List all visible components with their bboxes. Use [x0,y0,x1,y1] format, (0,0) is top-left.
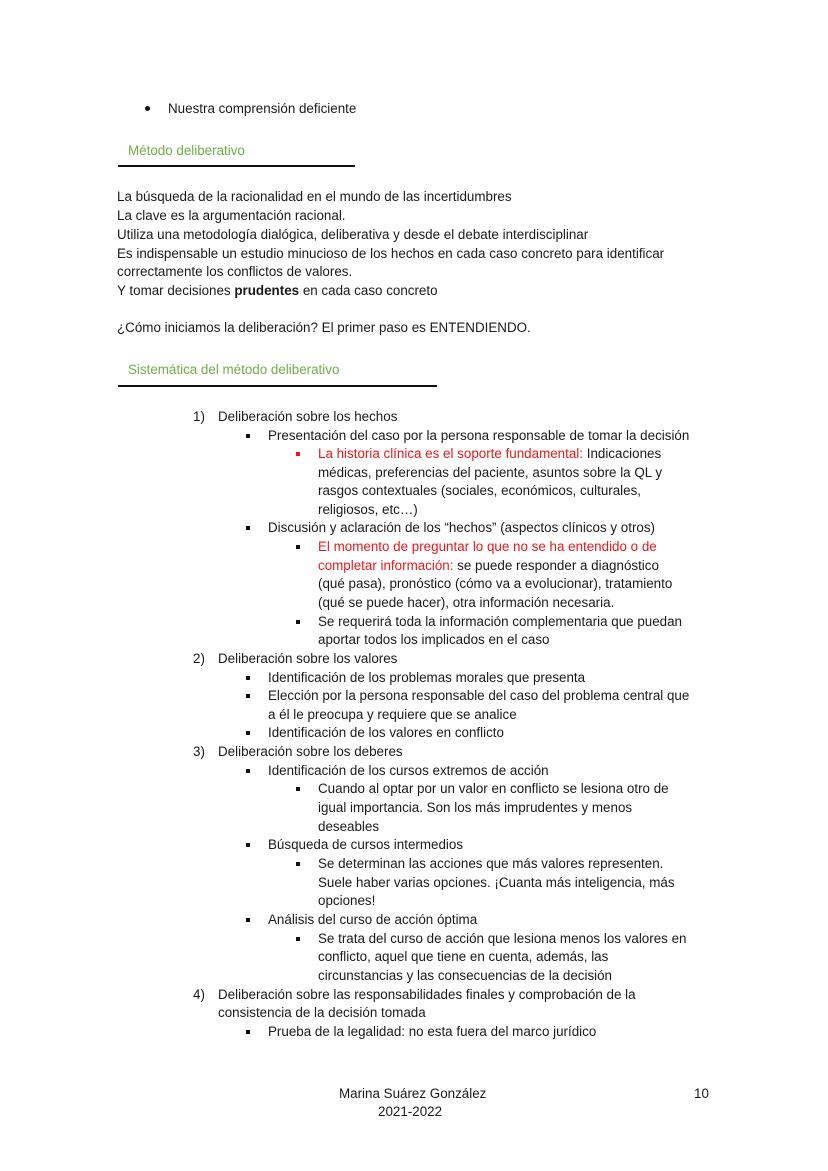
list-item-continuation: (qué se puede hacer), otra información necesaria. [318,595,615,610]
highlight-text: La historia clínica es el soporte fundamental: [318,446,583,461]
paragraph-line: La clave es la argumentación racional. [117,208,346,223]
list-item: Identificación de los problemas morales que presenta [268,670,586,685]
text-segment: Y tomar decisiones [117,283,235,298]
square-bullet-icon [296,452,300,456]
list-item-continuation: opciones! [318,893,376,908]
list-item-continuation: religiosos, etc…) [318,502,418,517]
list-item-title: Deliberación sobre los hechos [218,409,398,424]
square-bullet-icon [246,769,250,773]
list-item-title: Deliberación sobre los valores [218,651,398,666]
list-item: Discusión y aclaración de los “hechos” (aspectos clínicos y otros) [268,520,656,535]
text-segment: se puede responder a diagnóstico [453,558,659,573]
text-segment: Indicaciones [583,446,662,461]
list-item-continuation: conflicto, aquel que tiene en cuenta, además, las [318,949,609,964]
list-item-continuation: médicas, preferencias del paciente, asuntos sobre la QL y [318,465,663,480]
list-item: Cuando al optar por un valor en conflicto se lesiona otro de [318,781,669,796]
list-item-continuation: Suele haber varias opciones. ¡Cuanta más inteligencia, más [318,875,675,890]
list-item: Identificación de los valores en conflicto [268,725,504,740]
list-item: Se trata del curso de acción que lesiona menos los valores en [318,931,687,946]
list-item-title-continuation: consistencia de la decisión tomada [218,1005,426,1020]
list-item-title: Deliberación sobre los deberes [218,744,403,759]
list-item: Se determinan las acciones que más valores representen. [318,856,664,871]
list-item-continuation [318,557,659,575]
list-item: Elección por la persona responsable del caso del problema central que [268,688,690,703]
list-item-continuation: circunstancias y las consecuencias de la decisión [318,968,613,983]
list-item-continuation: (qué pasa), pronóstico (cómo va a evolucionar), tratamiento [318,576,673,591]
square-bullet-icon [246,676,250,680]
paragraph-line: Utiliza una metodología dialógica, deliberativa y desde el debate interdisciplinar [117,227,589,242]
list-item-continuation: rasgos contextuales (sociales, económicos, culturales, [318,483,642,498]
square-bullet-icon [296,862,300,866]
list-item: Prueba de la legalidad: no esta fuera del marco jurídico [268,1024,597,1039]
list-item: Identificación de los cursos extremos de acción [268,763,549,778]
square-bullet-icon [296,787,300,791]
page-number: 10 [694,1086,709,1101]
paragraph-line: La búsqueda de la racionalidad en el mundo de las incertidumbres [117,189,512,204]
list-number: 4) [193,987,205,1002]
list-item-continuation: igual importancia. Son los más imprudentes y menos [318,800,633,815]
list-item: Búsqueda de cursos intermedios [268,837,464,852]
list-number: 2) [193,651,205,666]
list-item-title: Deliberación sobre las responsabilidades finales y comprobación de la [218,987,636,1002]
square-bullet-icon [246,694,250,698]
highlight-text: completar información: [318,558,454,573]
list-item [318,445,661,463]
square-bullet-icon [296,937,300,941]
text-segment: en cada caso concreto [299,283,438,298]
bold-word: prudentes [234,283,300,298]
square-bullet-icon [246,434,250,438]
heading-underline [118,165,355,167]
paragraph-line-prudentes [117,282,438,300]
square-bullet-icon [246,731,250,735]
bullet-icon [145,106,150,111]
list-number: 1) [193,409,205,424]
footer-author: Marina Suárez González [339,1086,487,1101]
list-item-continuation: a él le preocupa y requiere que se analice [268,707,517,722]
square-bullet-icon [296,545,300,549]
paragraph-line: Es indispensable un estudio minucioso de los hechos en cada caso concreto para identificar [117,246,665,261]
list-item: Se requerirá toda la información complementaria que puedan [318,614,682,629]
list-item: Presentación del caso por la persona responsable de tomar la decisión [268,428,690,443]
paragraph-line: correctamente los conflictos de valores. [117,264,353,279]
list-item-continuation: aportar todos los implicados en el caso [318,632,550,647]
square-bullet-icon [246,1030,250,1034]
top-bullet-text: Nuestra comprensión deficiente [168,101,357,116]
footer-year: 2021-2022 [378,1104,443,1119]
question-line: ¿Cómo iniciamos la deliberación? El primer paso es ENTENDIENDO. [117,320,531,335]
square-bullet-icon [296,620,300,624]
square-bullet-icon [246,526,250,530]
heading-underline [118,385,437,387]
list-number: 3) [193,744,205,759]
list-item: Análisis del curso de acción óptima [268,912,478,927]
square-bullet-icon [246,843,250,847]
square-bullet-icon [246,918,250,922]
section-heading-metodo: Método deliberativo [128,143,245,158]
section-heading-sistematica: Sistemática del método deliberativo [128,362,340,377]
highlight-text: El momento de preguntar lo que no se ha entendido o de [318,539,657,554]
list-item-continuation: deseables [318,819,380,834]
